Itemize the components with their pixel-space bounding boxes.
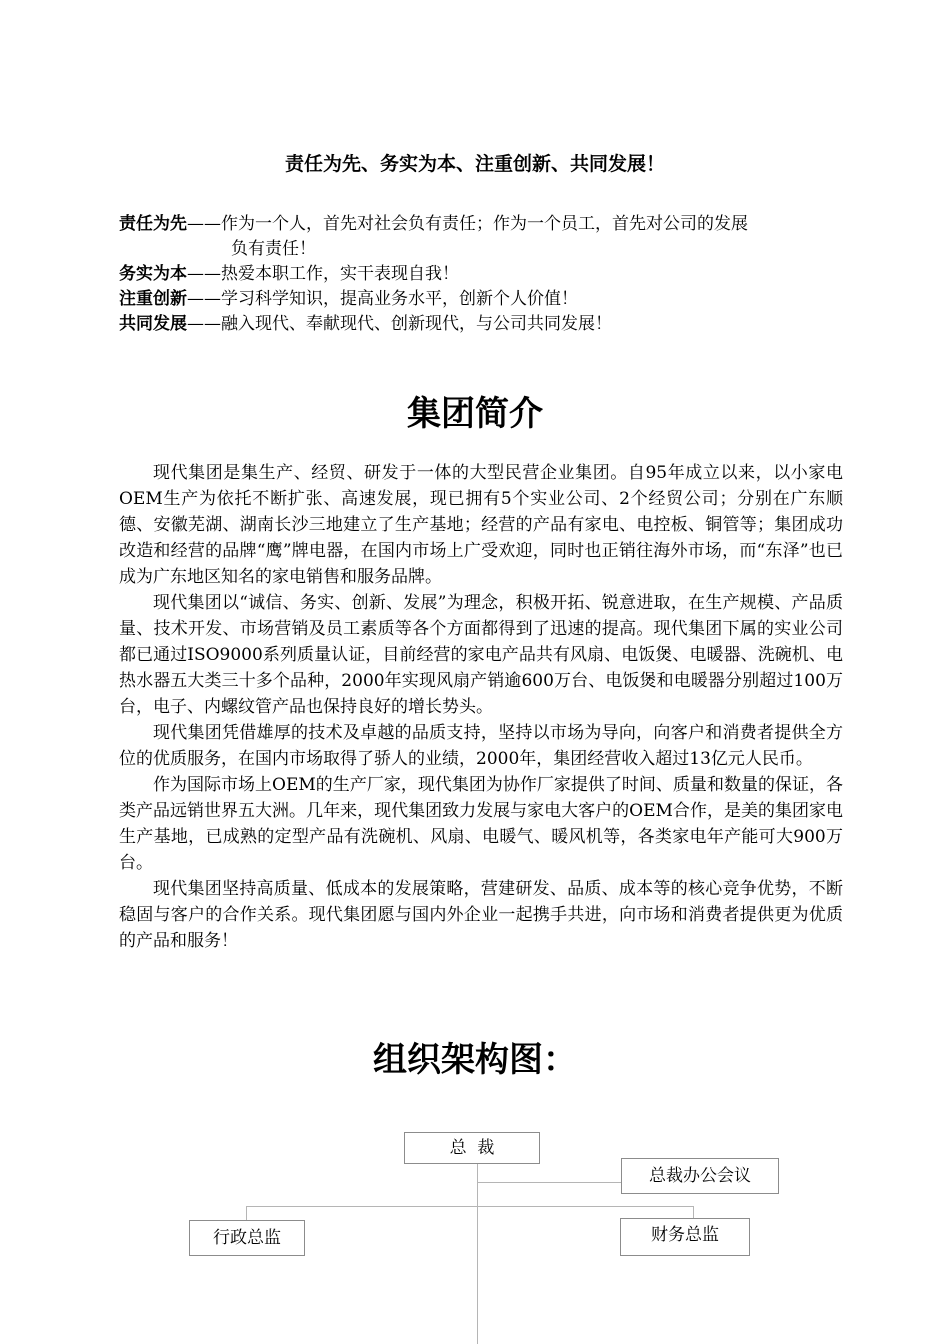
intro-paragraph: 现代集团以“诚信、务实、创新、发展”为理念，积极开拓、锐意进取，在生产规模、产品质量、技术开发、市场营销及员工素质等各个方面都得到了迅速的提高。现代集团下属的实业公司都已通过ISO9000系列质量认证，目前经营的家电产品共有风扇、电饭煲、电暖器、洗碗机、电热水器五大类三十多个品种，2000年实现风扇产销逾600万台、电饭煲和电暖器分别超过100万台，电子、内螺纹管产品也保持良好的增长势头。 bbox=[119, 593, 843, 717]
value-term: 责任为先 bbox=[119, 214, 187, 234]
group-intro-body bbox=[119, 460, 843, 954]
value-description: ——热爱本职工作，实干表现自我！ bbox=[187, 264, 459, 284]
core-values-list bbox=[119, 212, 839, 337]
org-node-finance-director: 财务总监 bbox=[620, 1218, 750, 1256]
intro-paragraph: 现代集团凭借雄厚的技术及卓越的品质支持，坚持以市场为导向，向客户和消费者提供全方位的优质服务，在国内市场取得了骄人的业绩，2000年，集团经营收入超过13亿元人民币。 bbox=[119, 723, 843, 769]
intro-paragraph: 作为国际市场上OEM的生产厂家，现代集团为协作厂家提供了时间、质量和数量的保证，各类产品远销世界五大洲。几年来，现代集团致力发展与家电大客户的OEM合作，是美的集团家电生产基地，已成熟的定型产品有洗碗机、风扇、电暖气、暖风机等，各类家电年产能可大900万台。 bbox=[119, 775, 843, 873]
org-chart bbox=[0, 1120, 950, 1344]
value-description-continuation: 负有责任！ bbox=[231, 239, 316, 259]
org-node-office-meeting: 总裁办公会议 bbox=[621, 1158, 779, 1194]
value-item bbox=[119, 212, 839, 237]
org-connector-vertical bbox=[477, 1164, 478, 1344]
org-connector-to-finance bbox=[693, 1206, 694, 1218]
org-connector-to-admin bbox=[246, 1206, 247, 1220]
org-node-admin-director: 行政总监 bbox=[189, 1220, 305, 1256]
value-term: 注重创新 bbox=[119, 289, 187, 309]
motto-title: 责任为先、务实为本、注重创新、共同发展！ bbox=[284, 153, 665, 175]
group-intro-heading: 集团简介 bbox=[407, 394, 543, 434]
org-node-president: 总 裁 bbox=[404, 1132, 540, 1164]
intro-paragraph: 现代集团是集生产、经贸、研发于一体的大型民营企业集团。自95年成立以来，以小家电OEM生产为依托不断扩张、高速发展，现已拥有5个实业公司、2个经贸公司；分别在广东顺德、安徽芜湖、湖南长沙三地建立了生产基地；经营的产品有家电、电控板、铜管等；集团成功改造和经营的品牌“鹰”牌电器，在国内市场上广受欢迎，同时也正销往海外市场，而“东泽”也已成为广东地区知名的家电销售和服务品牌。 bbox=[119, 463, 843, 587]
org-connector-horizontal bbox=[246, 1206, 694, 1207]
value-item bbox=[119, 312, 839, 337]
value-item-continuation bbox=[119, 237, 839, 262]
org-connector-to-office bbox=[477, 1182, 621, 1183]
value-description: ——学习科学知识，提高业务水平，创新个人价值！ bbox=[187, 289, 578, 309]
value-description: ——融入现代、奉献现代、创新现代，与公司共同发展！ bbox=[187, 314, 612, 334]
value-description: ——作为一个人，首先对社会负有责任；作为一个员工，首先对公司的发展 bbox=[187, 214, 748, 234]
value-item bbox=[119, 262, 839, 287]
intro-paragraph: 现代集团坚持高质量、低成本的发展策略，营建研发、品质、成本等的核心竞争优势，不断稳固与客户的合作关系。现代集团愿与国内外企业一起携手共进，向市场和消费者提供更为优质的产品和服务！ bbox=[119, 879, 843, 951]
value-term: 务实为本 bbox=[119, 264, 187, 284]
value-term: 共同发展 bbox=[119, 314, 187, 334]
value-item bbox=[119, 287, 839, 312]
org-chart-heading: 组织架构图： bbox=[373, 1040, 577, 1080]
